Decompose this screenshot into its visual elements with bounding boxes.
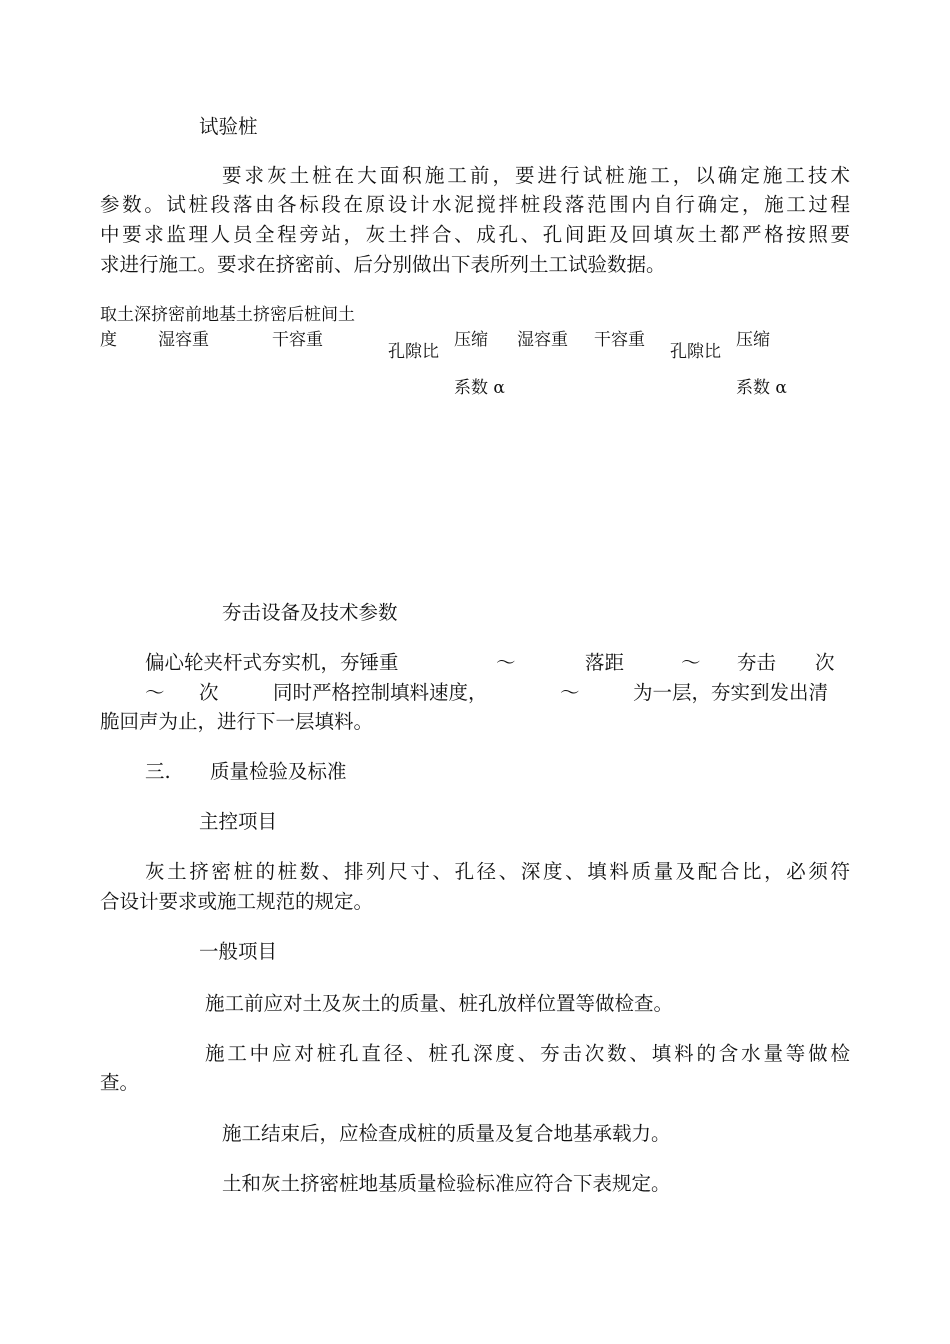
tilde-mark: ～ bbox=[681, 651, 701, 674]
paragraph-line: 灰土挤密桩的桩数、排列尺寸、孔径、深度、填料质量及配合比，必须符 bbox=[145, 860, 850, 883]
before-compress-coef: 压缩 bbox=[454, 330, 488, 350]
table-header-depth: 度 bbox=[100, 330, 117, 350]
after-compress-coef-alpha: 系数 α bbox=[736, 378, 787, 398]
before-dry-density: 干容重 bbox=[272, 330, 323, 350]
tilde-mark: ～ bbox=[560, 681, 580, 704]
paragraph-line: 脆回声为止，进行下一层填料。 bbox=[100, 710, 374, 733]
heading-test-pile: 试验桩 bbox=[199, 115, 258, 138]
paragraph-segment: 同时严格控制填料速度， bbox=[273, 681, 488, 704]
paragraph-line: 合设计要求或施工规范的规定。 bbox=[100, 890, 374, 913]
heading-equipment: 夯击设备及技术参数 bbox=[222, 601, 398, 624]
tilde-mark: ～ bbox=[145, 681, 165, 704]
tilde-mark: ～ bbox=[496, 651, 516, 674]
paragraph-segment: 次 bbox=[815, 651, 835, 674]
before-void-ratio: 孔隙比 bbox=[388, 342, 439, 362]
heading-general-items: 一般项目 bbox=[199, 940, 278, 963]
section-title: 质量检验及标准 bbox=[210, 760, 347, 783]
paragraph-line: 查。 bbox=[100, 1071, 140, 1094]
before-compress-coef-alpha: 系数 α bbox=[454, 378, 505, 398]
paragraph-line: 施工中应对桩孔直径、桩孔深度、夯击次数、填料的含水量等做检 bbox=[205, 1042, 850, 1065]
after-compress-coef: 压缩 bbox=[736, 330, 770, 350]
heading-main-items: 主控项目 bbox=[199, 810, 278, 833]
paragraph-line: 要求灰土桩在大面积施工前，要进行试桩施工，以确定施工技术 bbox=[222, 164, 850, 187]
paragraph-segment: 落距 bbox=[585, 651, 625, 674]
table-header-row: 取土深挤密前地基土挤密后桩间土 bbox=[100, 305, 355, 325]
after-wet-density: 湿容重 bbox=[517, 330, 568, 350]
paragraph-line: 中要求监理人员全程旁站，灰土拌合、成孔、孔间距及回填灰土都严格按照要 bbox=[100, 223, 850, 246]
closing-line: 土和灰土挤密桩地基质量检验标准应符合下表规定。 bbox=[222, 1172, 671, 1195]
paragraph-segment: 夯击 bbox=[737, 651, 777, 674]
paragraph-line: 求进行施工。要求在挤密前、后分别做出下表所列土工试验数据。 bbox=[100, 253, 666, 276]
general-item-1: 施工前应对土及灰土的质量、桩孔放样位置等做检查。 bbox=[205, 992, 674, 1015]
paragraph-segment: 偏心轮夹杆式夯实机，夯锤重 bbox=[145, 651, 399, 674]
paragraph-segment: 次 bbox=[199, 681, 219, 704]
general-item-3: 施工结束后，应检查成桩的质量及复合地基承载力。 bbox=[222, 1122, 671, 1145]
after-dry-density: 干容重 bbox=[594, 330, 645, 350]
paragraph-segment: 为一层，夯实到发出清 bbox=[633, 681, 829, 704]
section-number: 三. bbox=[145, 760, 171, 783]
after-void-ratio: 孔隙比 bbox=[670, 342, 721, 362]
before-wet-density: 湿容重 bbox=[158, 330, 209, 350]
paragraph-line: 参数。试桩段落由各标段在原设计水泥搅拌桩段落范围内自行确定，施工过程 bbox=[100, 193, 850, 216]
